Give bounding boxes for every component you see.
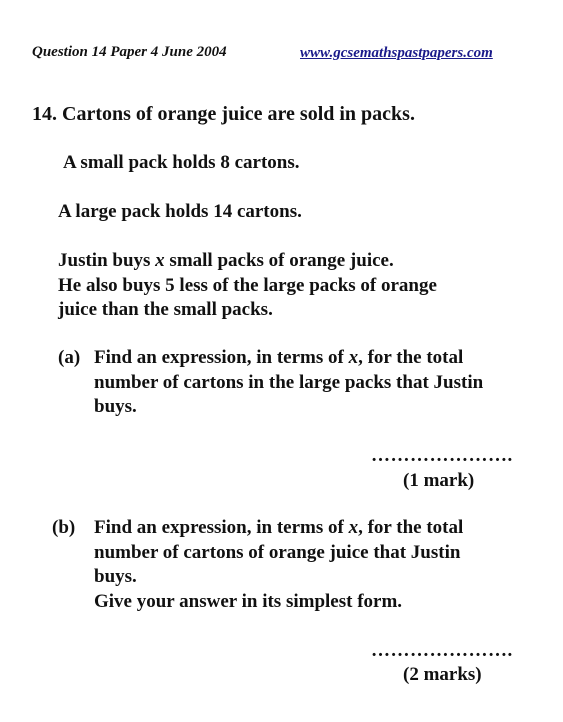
part-b-line-2: number of cartons of orange juice that Justin — [94, 542, 461, 563]
part-b-label: (b) — [52, 517, 76, 538]
part-a-variable-x: x — [348, 347, 359, 368]
paper-reference: Question 14 Paper 4 June 2004 — [32, 44, 227, 60]
part-a-line-2: number of cartons in the large packs that Justin — [94, 372, 484, 393]
purchase-line-2: He also buys 5 less of the large packs of orange — [58, 275, 437, 296]
purchase-line-1-pre: Justin buys — [58, 250, 151, 271]
part-b-line-4: Give your answer in its simplest form. — [94, 591, 403, 612]
part-a-marks: (1 mark) — [403, 470, 475, 491]
large-pack-statement: A large pack holds 14 cartons. — [58, 201, 302, 222]
small-pack-statement: A small pack holds 8 cartons. — [63, 152, 300, 173]
part-b-line-3: buys. — [94, 566, 137, 587]
website-link[interactable]: www.gcsemathspastpapers.com — [300, 45, 493, 61]
part-a-answer-line[interactable]: …………………. — [371, 445, 513, 466]
part-a-line-1 — [94, 347, 463, 369]
part-a-label: (a) — [58, 347, 81, 368]
variable-x: x — [155, 250, 165, 271]
part-b-marks: (2 marks) — [403, 664, 482, 685]
purchase-line-1 — [58, 250, 394, 272]
part-b-variable-x: x — [348, 517, 359, 538]
part-a-line-1-post: , for the total — [358, 347, 464, 368]
part-b-line-1 — [94, 517, 463, 539]
part-b-answer-line[interactable]: …………………. — [371, 640, 513, 661]
question-title: 14. Cartons of orange juice are sold in packs. — [32, 103, 415, 125]
part-b-line-1-post: , for the total — [358, 517, 464, 538]
part-b-line-1-pre: Find an expression, in terms of — [94, 517, 344, 538]
purchase-line-3: juice than the small packs. — [58, 299, 273, 320]
purchase-line-1-post: small packs of orange juice. — [169, 250, 394, 271]
part-a-line-1-pre: Find an expression, in terms of — [94, 347, 344, 368]
part-a-line-3: buys. — [94, 396, 137, 417]
